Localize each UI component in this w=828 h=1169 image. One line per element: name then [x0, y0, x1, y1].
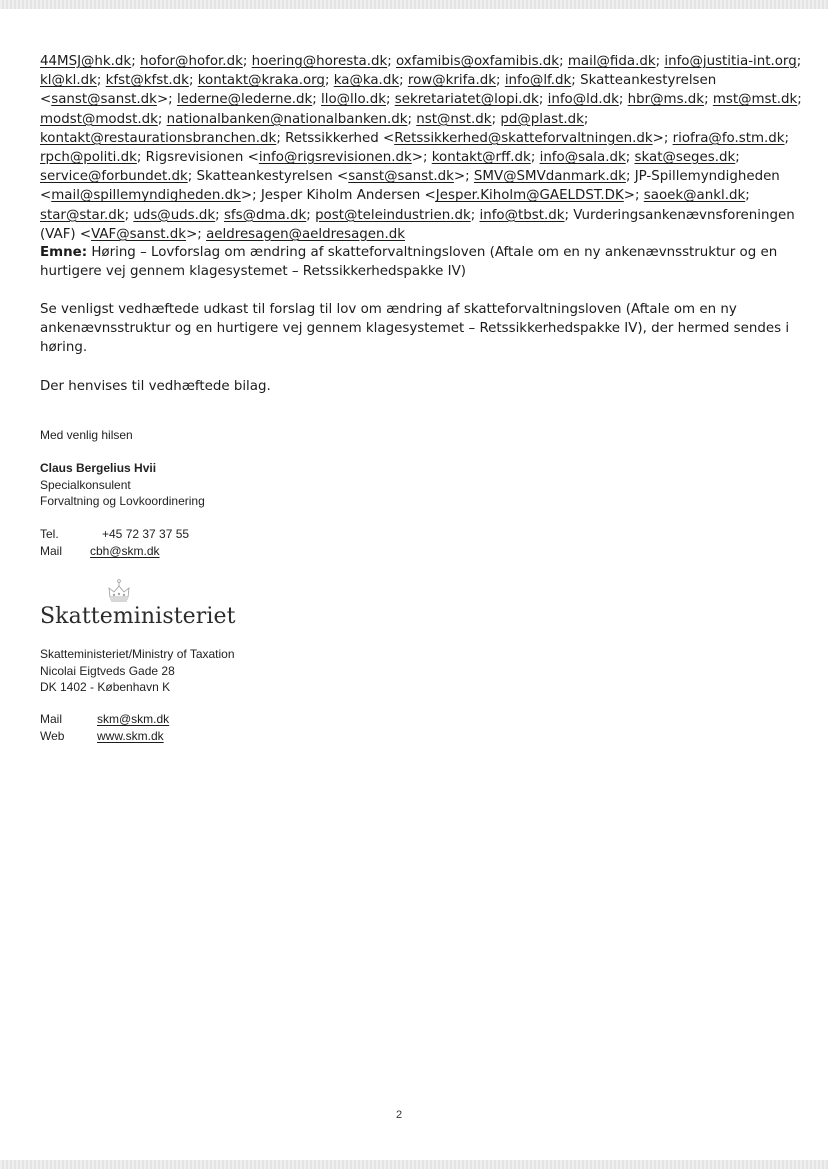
recipient-email-link[interactable]: kontakt@restaurationsbranchen.dk — [40, 130, 277, 146]
recipient-email-link[interactable]: Jesper.Kiholm@GAELDST.DK — [435, 188, 624, 204]
sender-email-link[interactable]: cbh@skm.dk — [90, 543, 160, 558]
recipient-email-link[interactable]: skat@seges.dk — [634, 150, 736, 166]
recipient-email-link[interactable]: sanst@sanst.dk — [348, 169, 454, 185]
recipient-line — [40, 129, 800, 148]
tel-label: Tel. — [40, 527, 59, 541]
recipient-text: ; — [470, 207, 480, 223]
recipient-text: >; Jesper Kiholm Andersen < — [240, 188, 436, 204]
ministry-logo-text: Skatteministeriet — [40, 604, 236, 629]
recipient-line — [40, 206, 800, 225]
recipient-text: ; JP-Spillemyndigheden — [625, 169, 780, 185]
tel-row — [40, 526, 189, 543]
body-paragraph: Der henvises til vedhæftede bilag. — [40, 378, 271, 394]
recipient-email-link[interactable]: mail@spillemyndigheden.dk — [51, 188, 241, 204]
recipient-email-link[interactable]: aeldresagen@aeldresagen.dk — [206, 226, 406, 242]
recipient-line — [40, 52, 800, 71]
ministry-contact — [40, 711, 169, 744]
ministry-mail-row — [40, 711, 169, 728]
signature-greeting: Med venlig hilsen — [40, 428, 133, 442]
recipient-text: ; — [215, 207, 224, 223]
recipient-email-link[interactable]: pd@plast.dk — [500, 111, 584, 127]
recipient-text: ; — [96, 73, 106, 89]
recipient-text: < — [40, 188, 52, 204]
ministry-web-label: Web — [40, 728, 65, 743]
recipient-email-link[interactable]: lederne@lederne.dk — [176, 92, 313, 108]
recipient-text: ; — [157, 111, 167, 127]
recipient-text: >; — [652, 130, 673, 146]
recipient-line — [40, 225, 800, 244]
sender-name: Claus Bergelius Hvii — [40, 461, 157, 475]
subject-text: Høring – Lovforslag om ændring af skatteforvaltningsloven (Aftale om en ny ankenævnsstruktur og en hurtigere vej gennem klagesystemet – Retssikkerhedspakke IV) — [40, 245, 778, 280]
page-edge-bottom — [0, 1160, 828, 1169]
recipient-line — [40, 90, 800, 109]
recipient-email-link[interactable]: row@krifa.dk — [407, 73, 497, 89]
recipient-line — [40, 186, 800, 205]
ministry-email-link[interactable]: skm@skm.dk — [97, 712, 170, 726]
page-number: 2 — [396, 1109, 403, 1121]
body-paragraph: Se venligst vedhæftede udkast til forslag til lov om ændring af skatteforvaltningsloven (Aftale om en ny ankenævnsstruktur og en hurtigere vej gennem klagesystemet – Retssikkerhedspakke IV), der hermed sendes i høring. — [40, 302, 790, 356]
recipient-email-link[interactable]: ka@ka.dk — [333, 73, 400, 89]
recipient-email-link[interactable]: nationalbanken@nationalbanken.dk — [166, 111, 408, 127]
recipient-text: ; — [745, 188, 750, 204]
recipient-email-link[interactable]: mst@mst.dk — [712, 92, 798, 108]
recipient-text: ; — [704, 92, 713, 108]
recipient-email-link[interactable]: sfs@dma.dk — [223, 207, 307, 223]
recipient-text: ; — [385, 92, 395, 108]
sender-department: Forvaltning og Lovkoordinering — [40, 494, 205, 508]
mail-row — [40, 543, 189, 560]
ministry-mail-label: Mail — [40, 712, 63, 726]
recipient-email-link[interactable]: service@forbundet.dk — [40, 169, 188, 185]
recipient-text: ; — [559, 54, 568, 69]
recipient-text: ; — [655, 54, 665, 69]
recipient-email-link[interactable]: post@teleindustrien.dk — [315, 207, 471, 223]
recipient-text: < — [40, 92, 52, 108]
tel-value: +45 72 37 37 55 — [102, 527, 190, 541]
recipient-email-link[interactable]: riofra@fo.stm.dk — [672, 130, 785, 146]
recipient-text: ; — [625, 150, 635, 166]
recipient-email-link[interactable]: SMV@SMVdanmark.dk — [473, 169, 626, 185]
recipient-text: ; — [796, 54, 802, 69]
recipient-email-link[interactable]: star@star.dk — [40, 207, 125, 223]
recipient-text: ; — [399, 73, 408, 89]
recipient-email-link[interactable]: VAF@sanst.dk — [91, 226, 187, 242]
recipient-email-link[interactable]: uds@uds.dk — [133, 207, 216, 223]
recipient-text: ; Skatteankestyrelsen — [571, 73, 717, 89]
recipient-text: ; — [496, 73, 505, 89]
recipient-email-link[interactable]: sanst@sanst.dk — [51, 92, 157, 108]
recipient-text: ; — [797, 92, 802, 108]
mail-label: Mail — [40, 543, 63, 558]
recipient-text: ; Rigsrevisionen < — [136, 150, 259, 166]
recipient-text: >; — [411, 150, 432, 166]
recipient-line — [40, 167, 800, 186]
recipient-text: ; — [242, 54, 252, 69]
sender-contact — [40, 526, 189, 559]
recipient-text: >; — [156, 92, 177, 108]
address-line: Skatteministeriet/Ministry of Taxation — [40, 647, 235, 661]
recipient-email-link[interactable]: kontakt@rff.dk — [431, 150, 531, 166]
recipient-email-link[interactable]: mail@fida.dk — [567, 54, 656, 69]
recipient-email-link[interactable]: kontakt@kraka.org — [197, 73, 325, 89]
recipient-text: ; — [491, 111, 501, 127]
crown-icon — [104, 577, 134, 607]
sender-title: Specialkonsulent — [40, 477, 131, 492]
subject-label: Emne: — [40, 245, 88, 260]
ministry-address — [40, 646, 235, 696]
recipient-text: ; Retssikkerhed < — [276, 130, 395, 146]
recipient-email-link[interactable]: kl@kl.dk — [40, 73, 97, 89]
recipient-email-link[interactable]: info@sala.dk — [539, 150, 626, 166]
recipient-text: ; Vurderingsankenævnsforeningen — [564, 207, 795, 223]
recipient-email-link[interactable]: info@ld.dk — [547, 92, 619, 108]
recipient-email-link[interactable]: hoering@horesta.dk — [251, 54, 388, 69]
recipient-email-link[interactable]: hbr@ms.dk — [627, 92, 705, 108]
recipient-line — [40, 148, 800, 167]
recipient-email-link[interactable]: hofor@hofor.dk — [139, 54, 243, 69]
recipient-email-link[interactable]: info@lf.dk — [504, 73, 572, 89]
recipient-text: ; — [618, 92, 628, 108]
recipient-email-link[interactable]: info@rigsrevisionen.dk — [258, 150, 412, 166]
email-subject — [40, 243, 800, 281]
recipient-email-link[interactable]: rpch@politi.dk — [40, 150, 137, 166]
recipient-line — [40, 71, 800, 90]
recipient-text: ; — [530, 150, 540, 166]
recipient-email-link[interactable]: oxfamibis@oxfamibis.dk — [395, 54, 560, 69]
recipient-text: ; — [407, 111, 417, 127]
recipient-text: ; — [735, 150, 740, 166]
recipient-text: (VAF) < — [40, 226, 92, 242]
recipient-line — [40, 110, 800, 129]
recipient-text: ; — [124, 207, 134, 223]
recipient-text: >; — [453, 169, 474, 185]
recipient-email-link[interactable]: 44MSJ@hk.dk — [40, 54, 132, 69]
address-line: DK 1402 - København K — [40, 680, 171, 694]
recipient-text: ; — [306, 207, 316, 223]
recipient-text: ; — [188, 73, 198, 89]
recipient-text: ; — [784, 130, 790, 146]
recipient-text: ; — [324, 73, 334, 89]
recipient-email-link[interactable]: info@tbst.dk — [479, 207, 565, 223]
recipient-email-link[interactable]: sekretariatet@lopi.dk — [394, 92, 539, 108]
recipient-email-link[interactable]: Retssikkerhed@skatteforvaltningen.dk — [394, 130, 653, 146]
address-line: Nicolai Eigtveds Gade 28 — [40, 663, 175, 678]
recipient-text: ; — [387, 54, 396, 69]
page-edge-top — [0, 0, 828, 9]
recipient-email-link[interactable]: info@justitia-int.org — [664, 54, 797, 69]
recipient-text: ; Skatteankestyrelsen < — [187, 169, 349, 185]
recipient-email-link[interactable]: llo@llo.dk — [321, 92, 386, 108]
recipient-text: >; — [186, 226, 207, 242]
ministry-web-row — [40, 728, 169, 745]
recipient-email-link[interactable]: kfst@kfst.dk — [105, 73, 189, 89]
recipient-text: ; — [131, 54, 140, 69]
recipient-email-link[interactable]: modst@modst.dk — [40, 111, 158, 127]
recipient-email-link[interactable]: saoek@ankl.dk — [643, 188, 746, 204]
email-body — [40, 300, 800, 396]
recipient-text: ; — [583, 111, 589, 127]
recipient-text: ; — [312, 92, 322, 108]
recipient-text: ; — [538, 92, 548, 108]
sender-block — [40, 460, 205, 510]
ministry-website-link[interactable]: www.skm.dk — [97, 728, 164, 743]
recipient-text: >; — [623, 188, 644, 204]
recipient-email-link[interactable]: nst@nst.dk — [416, 111, 492, 127]
recipients-list — [40, 52, 800, 244]
